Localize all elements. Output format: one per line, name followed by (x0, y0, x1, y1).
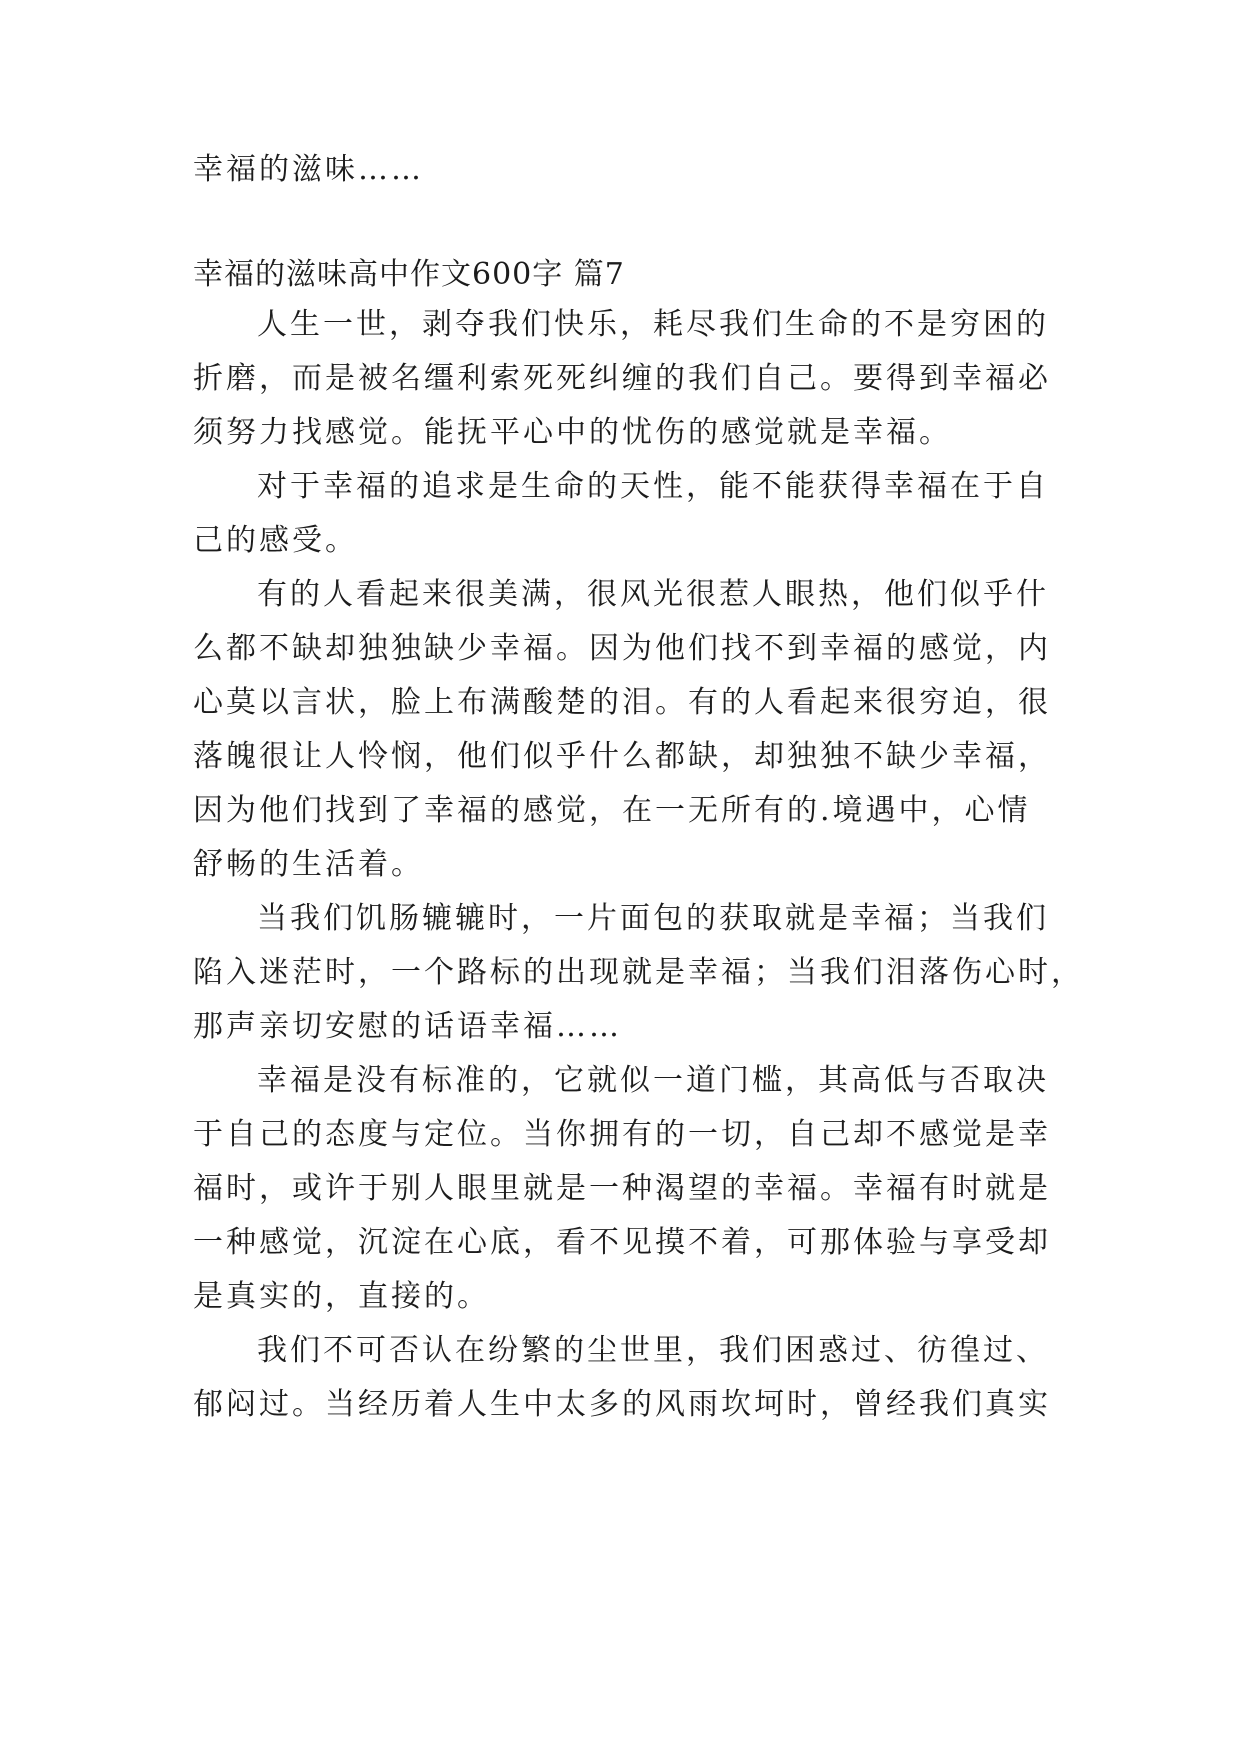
intro-line: 幸福的滋味…… (193, 152, 424, 187)
text-line: 己的感受。 (193, 523, 358, 558)
text-line: 有的人看起来很美满，很风光很惹人眼热，他们似乎什 (257, 577, 1049, 612)
text-line: 人生一世，剥夺我们快乐，耗尽我们生命的不是穷困的 (257, 307, 1049, 342)
text-line: 么都不缺却独独缺少幸福。因为他们找不到幸福的感觉，内 (193, 631, 1051, 666)
text-line: 是真实的，直接的。 (193, 1279, 490, 1314)
text-line: 心莫以言状，脸上布满酸楚的泪。有的人看起来很穷迫，很 (193, 685, 1051, 720)
text-line: 幸福是没有标准的，它就似一道门槛，其高低与否取决 (257, 1063, 1049, 1098)
text-line: 折磨，而是被名缰利索死死纠缠的我们自己。要得到幸福必 (193, 361, 1051, 396)
text-line: 我们不可否认在纷繁的尘世里，我们困惑过、彷徨过、 (257, 1333, 1049, 1368)
section-title: 幸福的滋味高中作文600字 篇7 (193, 257, 625, 292)
text-line: 须努力找感觉。能抚平心中的忧伤的感觉就是幸福。 (193, 415, 952, 450)
text-line: 于自己的态度与定位。当你拥有的一切，自己却不感觉是幸 (193, 1117, 1051, 1152)
text-line: 落魄很让人怜悯，他们似乎什么都缺，却独独不缺少幸福， (193, 739, 1051, 774)
text-line: 对于幸福的追求是生命的天性，能不能获得幸福在于自 (257, 469, 1049, 504)
text-line: 当我们饥肠辘辘时，一片面包的获取就是幸福；当我们 (257, 901, 1049, 936)
text-line: 福时，或许于别人眼里就是一种渴望的幸福。幸福有时就是 (193, 1171, 1051, 1206)
text-line: 因为他们找到了幸福的感觉，在一无所有的.境遇中，心情 (193, 793, 1031, 828)
text-line: 舒畅的生活着。 (193, 847, 424, 882)
text-line: 陷入迷茫时，一个路标的出现就是幸福；当我们泪落伤心时， (193, 955, 1084, 990)
text-line: 郁闷过。当经历着人生中太多的风雨坎坷时，曾经我们真实 (193, 1387, 1051, 1422)
text-line: 一种感觉，沉淀在心底，看不见摸不着，可那体验与享受却 (193, 1225, 1051, 1260)
text-line: 那声亲切安慰的话语幸福…… (193, 1009, 622, 1044)
